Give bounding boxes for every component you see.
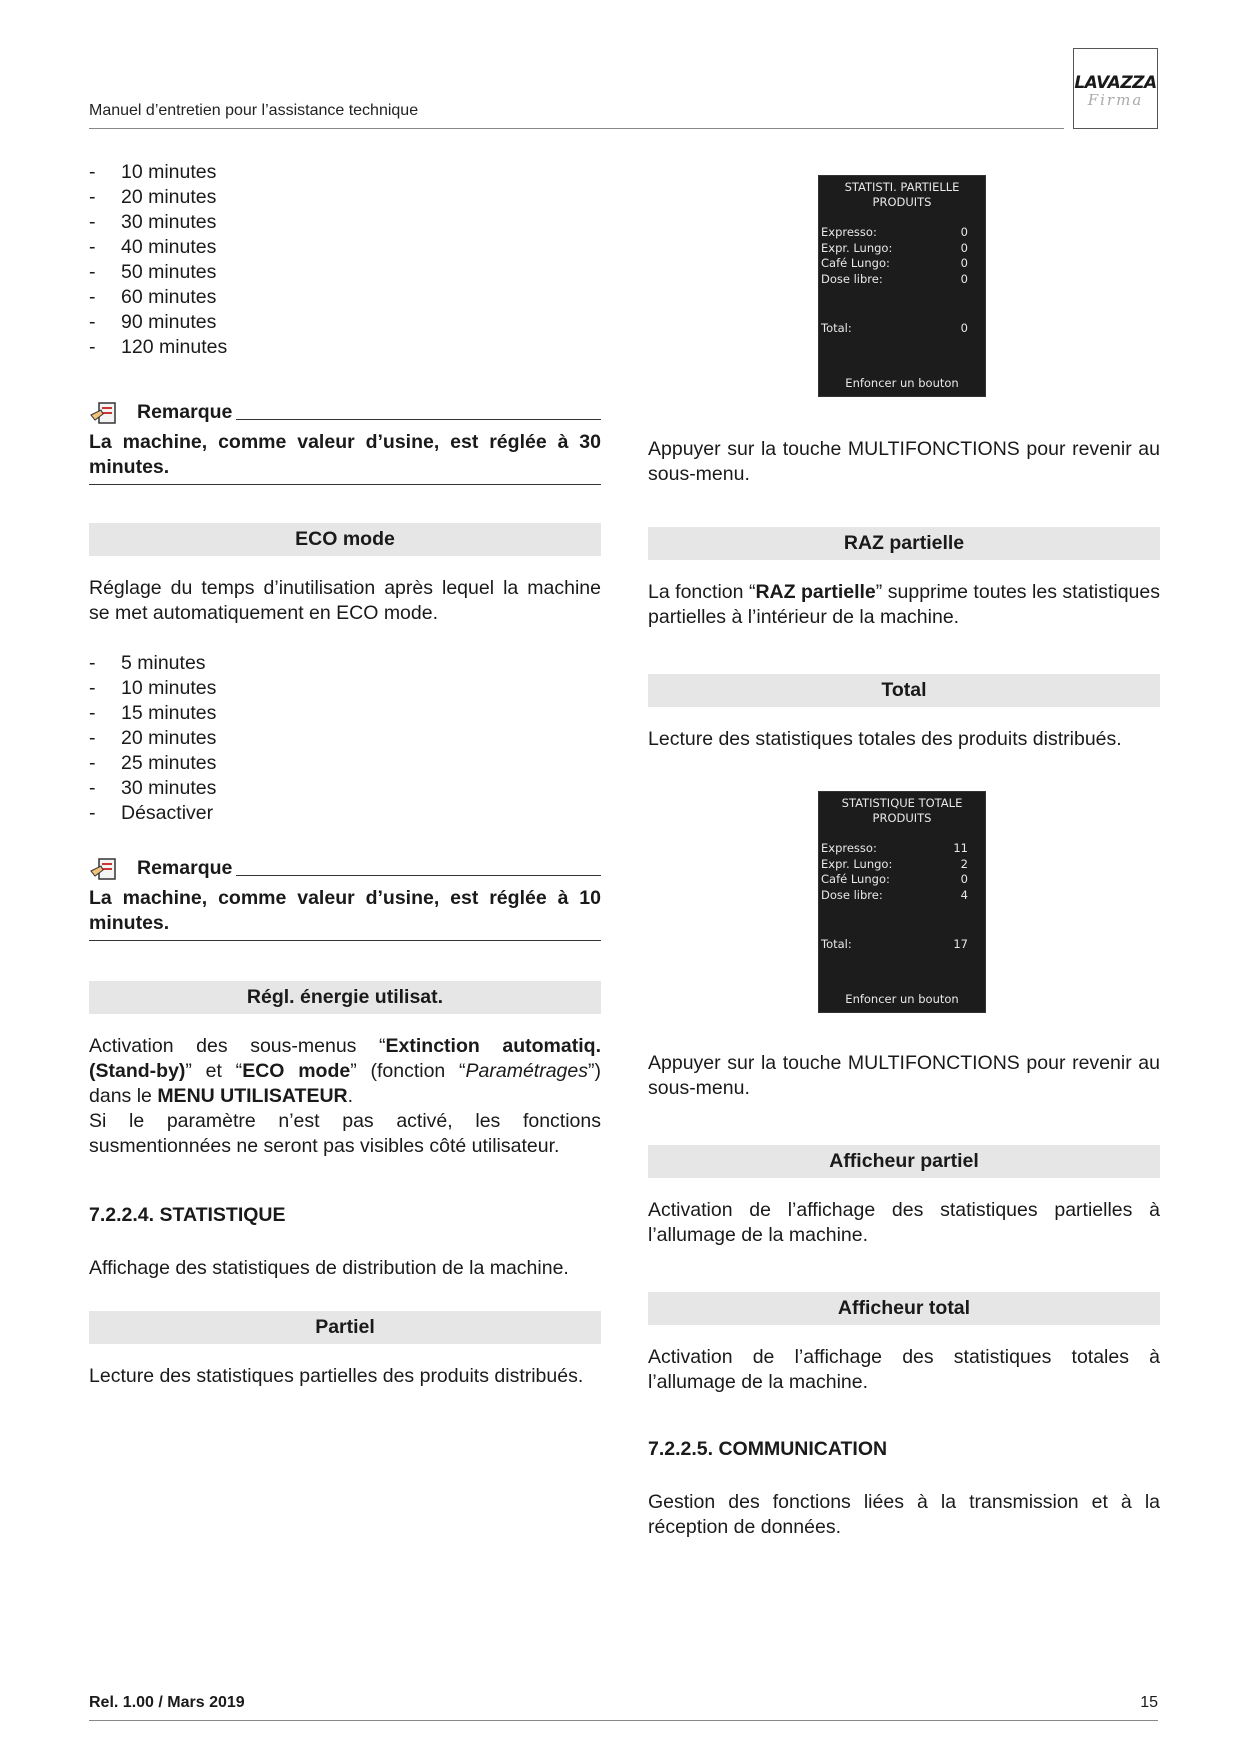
screen-row [821,841,968,857]
screen-row-value: 0 [960,256,968,270]
list-dash: - [89,211,96,233]
footer-divider [89,1720,1158,1721]
list-item-text: 10 minutes [121,677,217,699]
list-dash: - [89,161,96,183]
note-header [89,849,601,881]
list-item [89,310,601,335]
total-description: Lecture des statistiques totales des produits distribués. [648,728,1122,750]
screen-total-row: Total: 0 [821,321,968,335]
list-item-text: 40 minutes [121,236,217,258]
note-text: La machine, comme valeur d’usine, est réglée à 30 minutes. [89,425,601,485]
list-item-text: 25 minutes [121,752,217,774]
section-eco-mode: ECO mode [89,523,601,556]
eco-description: Réglage du temps d’inutilisation après lequel la machine se met automatiquement en ECO mode. [89,577,601,624]
screen-rows [821,225,968,287]
return-instruction: Appuyer sur la touche MULTIFONCTIONS pour revenir au sous-menu. [648,438,1160,485]
screen-row-value: 0 [960,225,968,239]
afficheur-partiel-description: Activation de l’affichage des statistiques partielles à l’allumage de la machine. [648,1199,1160,1246]
screen-button-hint: Enfoncer un bouton [845,376,959,390]
list-item-text: 120 minutes [121,336,228,358]
raz-description: La fonction “RAZ partielle” supprime toutes les statistiques partielles à l’intérieur de la machine. [648,581,1160,628]
list-item-text: 20 minutes [121,727,217,749]
note-hand-icon [89,401,119,425]
list-dash: - [89,727,96,749]
screen-row-value: 4 [960,887,968,902]
list-dash: - [89,777,96,799]
list-dash: - [89,802,96,824]
section-total: Total [648,674,1160,707]
page-header-title: Manuel d’entretien pour l’assistance technique [89,102,419,119]
list-item [89,335,601,360]
logo-subtitle: Firma [1087,91,1144,109]
list-dash: - [89,677,96,699]
list-dash: - [89,652,96,674]
energy-description-2: Si le paramètre n’est pas activé, les fonctions susmentionnées ne seront pas visibles côté utilisateur. [89,1110,601,1157]
list-item-text: 60 minutes [121,286,217,308]
screen-row-value: 2 [960,856,968,871]
list-item [89,160,601,185]
total-stats-screen [818,791,986,1013]
footer-release: Rel. 1.00 / Mars 2019 [89,1694,245,1711]
list-item-text: 50 minutes [121,261,217,283]
list-dash: - [89,336,96,358]
list-item [89,285,601,310]
list-item-text: 20 minutes [121,186,217,208]
screen-row-value: 0 [960,271,968,286]
screen-row-label: Expresso: [821,225,877,239]
note-hand-icon [89,857,119,881]
eco-options-list [89,651,601,826]
screen-title: STATISTIQUE TOTALE PRODUITS [841,796,963,825]
list-item [89,185,601,210]
list-item [89,676,601,701]
section-afficheur-total: Afficheur total [648,1292,1160,1325]
list-item [89,260,601,285]
left-column [89,160,601,1389]
screen-row-value: 0 [960,240,968,255]
return-instruction: Appuyer sur la touche MULTIFONCTIONS pour revenir au sous-menu. [648,1052,1160,1099]
list-dash: - [89,286,96,308]
screen-row-label: Expresso: [821,841,877,855]
section-afficheur-partiel: Afficheur partiel [648,1145,1160,1178]
list-dash: - [89,186,96,208]
screen-rows [821,841,968,903]
page-number: 15 [1140,1694,1158,1711]
right-column [648,175,1160,1540]
note-header [89,393,601,425]
screen-row-label: Expr. Lungo: [821,856,893,871]
screen-row-value: 0 [960,872,968,886]
list-item-text: 10 minutes [121,161,217,183]
screen-total-row: Total: 17 [821,937,968,951]
energy-description: Activation des sous-menus “Extinction automatiq. (Stand-by)” et “ECO mode” (fonction “Paramétrages”) dans le MENU UTILISATEUR. [89,1035,601,1107]
brand-logo [1073,48,1158,129]
heading-statistique: 7.2.2.4. STATISTIQUE [89,1204,286,1226]
section-energy: Régl. énergie utilisat. [89,981,601,1014]
auto-off-options-list [89,160,601,360]
heading-communication: 7.2.2.5. COMMUNICATION [648,1438,888,1460]
list-item [89,701,601,726]
list-item-text: 5 minutes [121,652,206,674]
screen-row [821,241,968,257]
list-item [89,651,601,676]
screen-row-value: 11 [953,841,968,855]
statistique-description: Affichage des statistiques de distribution de la machine. [89,1257,569,1279]
screen-row-label: Café Lungo: [821,872,890,886]
section-partiel: Partiel [89,1311,601,1344]
note-label: Remarque [137,857,233,879]
screen-row [821,888,968,904]
screen-row [821,225,968,241]
afficheur-total-description: Activation de l’affichage des statistiques totales à l’allumage de la machine. [648,1346,1160,1393]
list-dash: - [89,752,96,774]
list-item [89,776,601,801]
list-item-text: 30 minutes [121,211,217,233]
list-item [89,801,601,826]
screen-row [821,272,968,288]
list-dash: - [89,236,96,258]
logo-wordmark: LAVAZZA [1074,73,1157,93]
list-item [89,726,601,751]
communication-description: Gestion des fonctions liées à la transmission et à la réception de données. [648,1491,1160,1538]
screen-title: STATISTI. PARTIELLE PRODUITS [844,180,960,209]
screen-row [821,857,968,873]
note-rule [236,418,601,420]
note-rule [236,874,601,876]
screen-row-label: Café Lungo: [821,256,890,270]
list-item [89,210,601,235]
list-dash: - [89,311,96,333]
list-dash: - [89,261,96,283]
list-item-text: 30 minutes [121,777,217,799]
section-raz-partielle: RAZ partielle [648,527,1160,560]
header-divider [89,128,1064,129]
screen-row [821,872,968,888]
list-dash: - [89,702,96,724]
note-label: Remarque [137,401,233,423]
list-item-text: Désactiver [121,802,214,824]
screen-row-label: Dose libre: [821,271,883,286]
note-text: La machine, comme valeur d’usine, est réglée à 10 minutes. [89,881,601,941]
partial-stats-screen [818,175,986,397]
list-item [89,751,601,776]
screen-row-label: Expr. Lungo: [821,240,893,255]
screen-button-hint: Enfoncer un bouton [845,992,959,1006]
screen-row-label: Dose libre: [821,887,883,902]
list-item-text: 15 minutes [121,702,217,724]
screen-row [821,256,968,272]
list-item-text: 90 minutes [121,311,217,333]
list-item [89,235,601,260]
partiel-description: Lecture des statistiques partielles des produits distribués. [89,1365,584,1387]
